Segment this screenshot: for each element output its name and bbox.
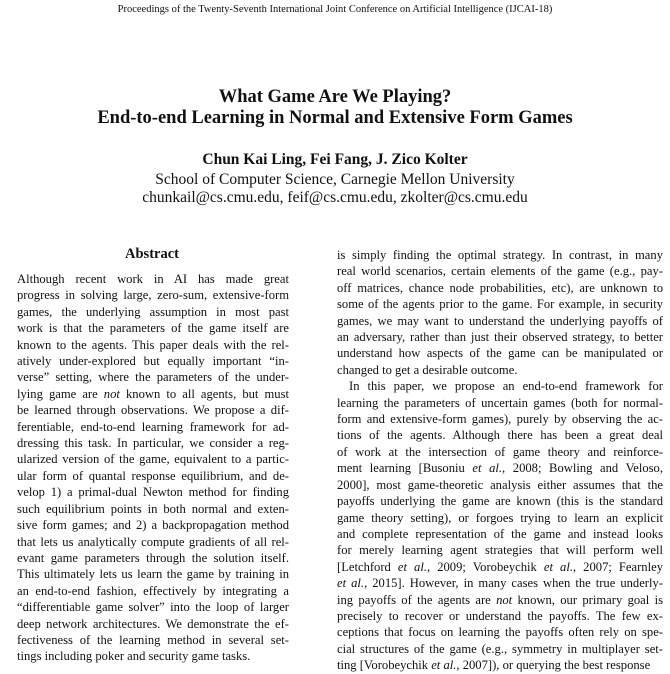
text-line: precisely to recover or understand the payoffs. The few ex- bbox=[337, 608, 663, 623]
text-line: for merely learning agent strategies that will perform well bbox=[337, 543, 663, 558]
body-paragraph-1 bbox=[337, 247, 663, 378]
text-line: ferentiable, end-to-end learning framework for ad- bbox=[17, 419, 289, 434]
title-line-2: End-to-end Learning in Normal and Extensive Form Games bbox=[97, 108, 573, 128]
text-segment: ment learning [Busoniu bbox=[337, 461, 473, 476]
text-line: Although recent work in AI has made great bbox=[17, 272, 289, 286]
text-line: dressing this task. In particular, we consider a reg- bbox=[17, 436, 289, 451]
paper-title bbox=[0, 87, 670, 129]
emphasis: not bbox=[496, 592, 513, 607]
text-line: tings including poker and security game tasks. bbox=[17, 649, 251, 664]
text-line: ceptions that focus on learning the payoffs often rely on spe- bbox=[337, 625, 663, 640]
text-line: tions of the agents. Although there has been a great deal bbox=[337, 428, 663, 443]
text-line bbox=[337, 657, 663, 673]
text-line: an adversary, rather than just their observed strategy, to better bbox=[337, 330, 663, 345]
text-line: form and extensive-form games), purely by observing the ac- bbox=[337, 412, 663, 427]
text-line: 2000], most game-theoretic analysis either assumes that the bbox=[337, 477, 663, 492]
text-line: game theory setting), or forgoes trying to learn an explicit bbox=[337, 510, 663, 525]
text-line: be learned through observations. We propose a dif- bbox=[17, 403, 289, 418]
text-segment: , 2009; Vorobeychik bbox=[427, 559, 544, 574]
text-line bbox=[17, 386, 289, 402]
text-line: sive form games; and 2) a backpropagation method bbox=[17, 518, 289, 533]
body-paragraph-2 bbox=[337, 378, 663, 673]
text-line: an end-to-end fashion, effectively by integrating a bbox=[17, 583, 289, 598]
text-line: evant game parameters through the solution itself. bbox=[17, 550, 289, 565]
text-line: atively under-explored but equally important “in- bbox=[17, 354, 289, 369]
text-line: This ultimately lets us learn the game by training in bbox=[17, 567, 289, 582]
text-line: games, the underlying assumption in most past bbox=[17, 304, 289, 319]
text-line bbox=[337, 592, 663, 608]
text-line: fectiveness of the learning method in several set- bbox=[17, 632, 289, 647]
text-line: “differentiable game solver” into the loop of larger bbox=[17, 600, 289, 615]
text-line: understand how aspects of the game can be manipulated or bbox=[337, 346, 663, 361]
text-line: velop 1) a primal-dual Newton method for finding bbox=[17, 485, 289, 500]
text-segment: , 2008; Bowling and Veloso, bbox=[502, 461, 663, 476]
text-line: work is that the parameters of the game itself are bbox=[17, 321, 289, 336]
text-line: changed to get a desirable outcome. bbox=[337, 362, 518, 377]
author-list: Chun Kai Ling, Fei Fang, J. Zico Kolter bbox=[202, 151, 468, 168]
text-line: verse” setting, where the parameters of the under- bbox=[17, 370, 289, 385]
emphasis: et al. bbox=[337, 576, 365, 591]
title-line-1: What Game Are We Playing? bbox=[218, 87, 452, 107]
text-line: learning the parameters of uncertain games (both for normal- bbox=[337, 395, 663, 410]
text-line: payoffs underlying the game are known (this is the standard bbox=[337, 494, 663, 509]
text-line: such equilibrium points in both normal and exten- bbox=[17, 501, 289, 516]
text-line: progress in solving large, zero-sum, extensive-form bbox=[17, 288, 289, 303]
text-line: known to the agents. This paper deals with the rel- bbox=[17, 337, 289, 352]
text-segment: , 2007; Fearnley bbox=[572, 559, 663, 574]
text-line bbox=[337, 575, 663, 591]
text-line: ularized version of the game, equivalent to a partic- bbox=[17, 452, 289, 467]
emphasis: et al. bbox=[543, 559, 573, 574]
text-segment: ing payoffs of the agents are bbox=[337, 592, 497, 607]
text-segment: [Letchford bbox=[337, 559, 398, 574]
text-line: deep network architectures. We demonstrate the ef- bbox=[17, 616, 289, 631]
text-line: off matrices, chance node probabilities, etc), are unknown to bbox=[337, 280, 663, 295]
emphasis: not bbox=[103, 386, 120, 401]
text-line: of work at the intersection of game theory and reinforce- bbox=[337, 444, 663, 459]
text-line bbox=[337, 559, 663, 575]
text-segment: lying game are bbox=[17, 386, 104, 401]
text-line: cial structures of the game (e.g., symmetry in multiplayer set- bbox=[337, 641, 663, 656]
abstract-body bbox=[17, 271, 289, 665]
author-emails: chunkail@cs.cmu.edu, feif@cs.cmu.edu, zkolter@cs.cmu.edu bbox=[142, 189, 528, 206]
text-line bbox=[337, 460, 663, 476]
text-line: ular form of quantal response equilibrium, and de- bbox=[17, 468, 289, 483]
text-line: and complete representation of the game and instead looks bbox=[337, 526, 663, 541]
emphasis: et al. bbox=[431, 658, 457, 673]
text-line: real world scenarios, certain elements of the game (e.g., pay- bbox=[337, 264, 663, 279]
emphasis: et al. bbox=[397, 559, 427, 574]
text-line: In this paper, we propose an end-to-end framework for bbox=[349, 379, 663, 394]
emphasis: et al. bbox=[472, 461, 503, 476]
abstract-heading: Abstract bbox=[125, 246, 179, 262]
right-column bbox=[337, 247, 663, 674]
text-line: some of the agents prior to the game. For example, in security bbox=[337, 297, 663, 312]
text-segment: known, our primary goal is bbox=[512, 592, 663, 607]
text-segment: ting [Vorobeychik bbox=[337, 658, 432, 673]
text-segment: known to all agents, but must bbox=[119, 386, 289, 401]
text-line: that lets us analytically compute gradients of all rel- bbox=[17, 534, 289, 549]
affiliation: School of Computer Science, Carnegie Mellon University bbox=[155, 171, 515, 188]
text-segment: , 2015]. However, in many cases when the true underly- bbox=[364, 576, 663, 591]
text-line: games, we may want to understand the underlying payoffs of bbox=[337, 313, 663, 328]
text-segment: , 2007]), or querying the best response bbox=[456, 658, 651, 673]
text-line: is simply finding the optimal strategy. In contrast, in many bbox=[337, 248, 663, 262]
proceedings-header: Proceedings of the Twenty-Seventh International Joint Conference on Artificial Intelligence (IJCAI-18) bbox=[117, 4, 553, 15]
